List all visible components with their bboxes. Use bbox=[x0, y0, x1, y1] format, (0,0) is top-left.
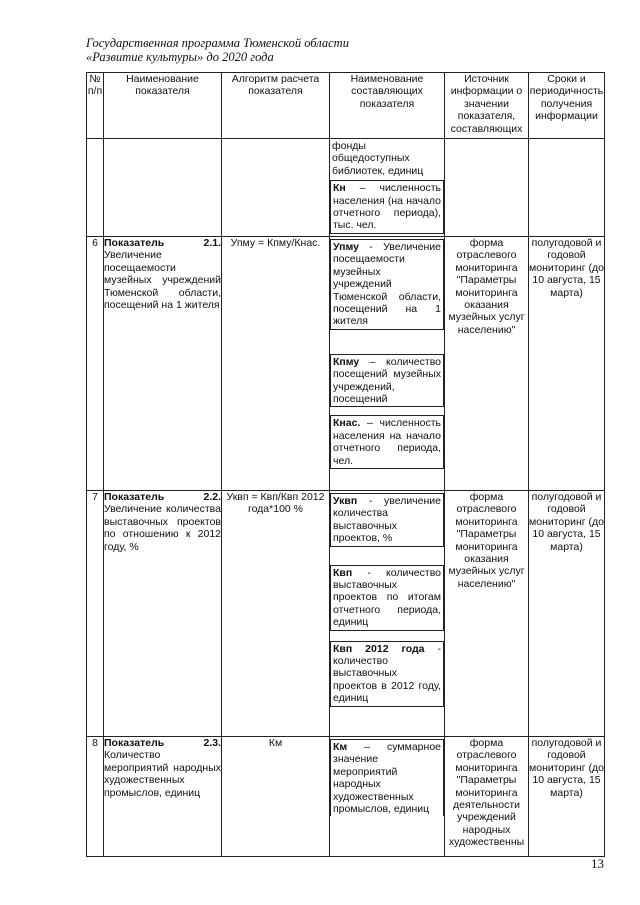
col-header-source: Источник информации о значении показателя, составляющих bbox=[445, 73, 529, 139]
component-name: Квп bbox=[333, 566, 353, 579]
cell-num bbox=[87, 139, 104, 237]
indicator-text: Увеличение посещаемости музейных учреждений Тюменской области, посещений на 1 жителя bbox=[104, 249, 221, 312]
cell-components bbox=[330, 737, 445, 857]
component-name: Км bbox=[333, 741, 348, 753]
indicator-text: Увеличение количества выставочных проектов по отношению к 2012 году, % bbox=[104, 503, 221, 553]
component-name: Квп 2012 года bbox=[333, 642, 425, 655]
cell-period: полугодовой и годовой мониторинг (до 10 августа, 15 марта) bbox=[529, 491, 605, 737]
component-text: – численность населения на начало отчетного периода, чел. bbox=[333, 417, 441, 467]
component-text: - количество выставочных проектов по итогам отчетного периода, единиц bbox=[333, 566, 441, 629]
cell-source bbox=[445, 139, 529, 237]
cell-period: полугодовой и годовой мониторинг (до 10 августа, 15 марта) bbox=[529, 237, 605, 491]
component-block bbox=[330, 415, 444, 469]
component-name: Упму bbox=[333, 241, 359, 253]
component-name: Кпму bbox=[333, 355, 360, 368]
indicator-code: 2.2. bbox=[203, 491, 221, 503]
col-header-algorithm: Алгоритм расчета показателя bbox=[222, 73, 330, 139]
component-text: - Увеличение посещаемости музейных учреждений Тюменской области, посещений на 1 жителя bbox=[333, 241, 441, 328]
indicator-label: Показатель bbox=[104, 237, 165, 249]
component-block bbox=[330, 565, 444, 631]
indicators-table bbox=[86, 72, 605, 857]
component-name: Кнас. bbox=[333, 417, 361, 430]
cell-source: форма отраслевого мониторинга "Параметры мониторинга оказания музейных услуг населению" bbox=[445, 491, 529, 737]
component-block bbox=[330, 739, 444, 816]
component-block bbox=[330, 493, 444, 547]
cell-num: 7 bbox=[87, 491, 104, 737]
table-row-8 bbox=[87, 737, 605, 857]
table-row-continued bbox=[87, 139, 605, 237]
header-line-1: Государственная программа Тюменской области bbox=[86, 36, 349, 50]
indicator-label: Показатель bbox=[104, 491, 165, 503]
indicator-text: Количество мероприятий народных художественных промыслов, единиц bbox=[104, 749, 221, 799]
cell-components bbox=[330, 139, 445, 237]
col-header-period: Сроки и периодичность получения информации bbox=[529, 73, 605, 139]
component-text: - увеличение количества выставочных проектов, % bbox=[333, 495, 441, 545]
cell-period: полугодовой и годовой мониторинг (до 10 августа, 15 марта) bbox=[529, 737, 605, 857]
cell-indicator bbox=[104, 237, 222, 491]
cell-indicator bbox=[104, 139, 222, 237]
cell-algorithm: Км bbox=[222, 737, 330, 857]
cell-components bbox=[330, 237, 445, 491]
document-header bbox=[86, 36, 349, 64]
header-line-2: «Развитие культуры» до 2020 года bbox=[86, 50, 274, 64]
component-name: Кн bbox=[333, 182, 346, 195]
component-block bbox=[330, 239, 444, 330]
table-row-6 bbox=[87, 237, 605, 491]
component-block bbox=[330, 641, 444, 707]
indicator-label: Показатель bbox=[104, 737, 165, 749]
cell-indicator bbox=[104, 737, 222, 857]
cell-num: 8 bbox=[87, 737, 104, 857]
table-row-7 bbox=[87, 491, 605, 737]
component-text: – количество посещений музейных учреждений, посещений bbox=[333, 355, 441, 406]
cell-components bbox=[330, 491, 445, 737]
cell-source: форма отраслевого мониторинга "Параметры мониторинга деятельности учреждений народных художественны bbox=[445, 737, 529, 857]
component-text: – численность населения (на начало отчетного периода), тыс. чел. bbox=[333, 182, 441, 232]
col-header-components: Наименование составляющих показателя bbox=[330, 73, 445, 139]
table-header-row bbox=[87, 73, 605, 139]
indicator-code: 2.3. bbox=[203, 737, 221, 749]
cell-algorithm bbox=[222, 139, 330, 237]
cell-algorithm: Уквп = Квп/Квп 2012 года*100 % bbox=[222, 491, 330, 737]
indicator-code: 2.1. bbox=[203, 237, 221, 249]
cell-period bbox=[529, 139, 605, 237]
component-block bbox=[330, 180, 444, 234]
cell-indicator bbox=[104, 491, 222, 737]
component-text: фонды общедоступных библиотек, единиц bbox=[332, 140, 424, 177]
cell-algorithm: Упму = Кпму/Кнас. bbox=[222, 237, 330, 491]
cell-num: 6 bbox=[87, 237, 104, 491]
component-block bbox=[330, 354, 444, 408]
component-text: - количество выставочных проектов в 2012 году, единиц bbox=[333, 642, 441, 705]
col-header-num: № п/п bbox=[87, 73, 104, 139]
component-name: Уквп bbox=[333, 495, 358, 507]
cell-source: форма отраслевого мониторинга "Параметры мониторинга оказания музейных услуг населению" bbox=[445, 237, 529, 491]
page-number: 13 bbox=[591, 856, 604, 871]
component-text: – суммарное значение мероприятий народных художественных промыслов, единиц bbox=[333, 741, 441, 816]
col-header-indicator: Наименование показателя bbox=[104, 73, 222, 139]
